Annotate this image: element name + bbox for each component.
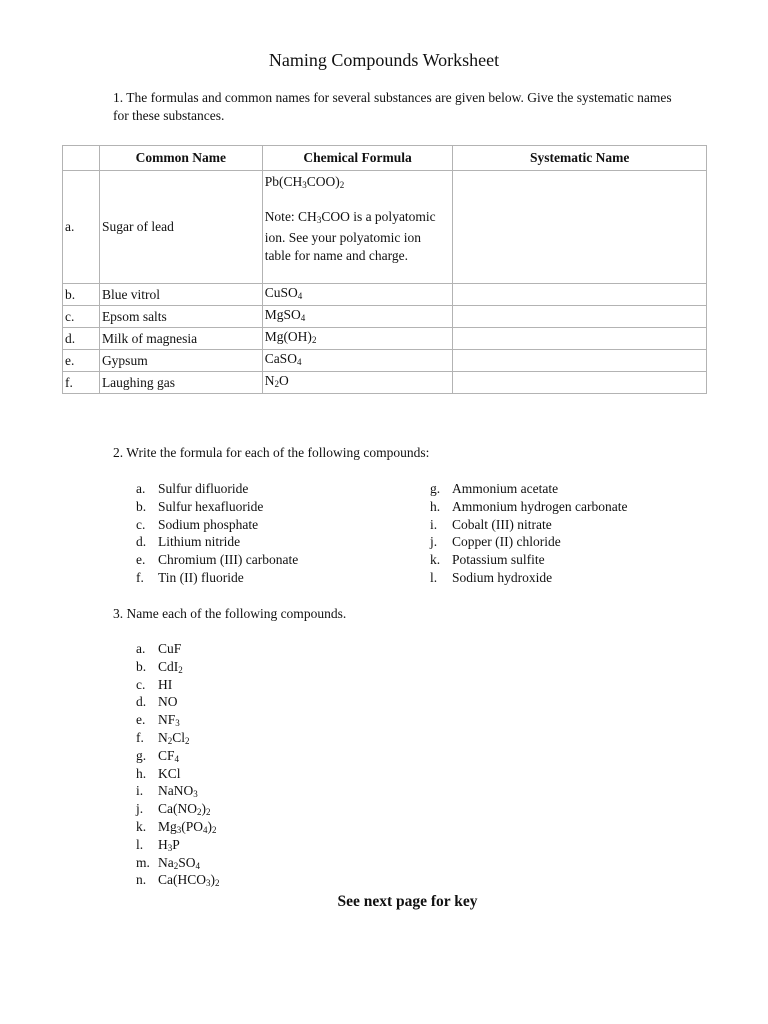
item-letter: e. xyxy=(136,712,146,728)
item-formula: $N_2Cl_2$ xyxy=(158,729,190,746)
table-row xyxy=(63,284,707,306)
list-item xyxy=(136,800,220,818)
item-compound-name: Chromium (III) carbonate xyxy=(158,552,299,568)
item-letter: g. xyxy=(430,481,441,496)
list-item xyxy=(136,658,220,676)
chemical-formula-cell: $Mg(OH)_2$ xyxy=(262,328,453,350)
header-common-name: Common Name xyxy=(99,146,262,171)
item-letter: j. xyxy=(430,534,438,550)
row-letter: b. xyxy=(63,284,100,306)
list-item xyxy=(430,480,627,498)
item-letter: l. xyxy=(136,836,144,852)
item-formula: $H_3P$ xyxy=(158,836,180,853)
item-compound-name: Tin (II) fluoride xyxy=(158,569,244,585)
list-item xyxy=(136,854,220,872)
common-name-cell: Milk of magnesia xyxy=(99,328,262,350)
list-item xyxy=(136,711,220,729)
page-title: Naming Compounds Worksheet xyxy=(268,50,500,70)
item-compound-name: Sodium phosphate xyxy=(158,516,259,532)
systematic-name-answer-cell[interactable] xyxy=(453,284,707,306)
see-next-page-note: See next page for key xyxy=(337,893,478,910)
item-letter: f. xyxy=(136,569,144,585)
item-formula: KCl xyxy=(158,765,181,781)
common-name-cell: Laughing gas xyxy=(99,372,262,394)
list-item xyxy=(136,818,220,836)
item-letter: b. xyxy=(136,658,147,674)
item-formula: $Ca(HCO_3)_2$ xyxy=(158,872,220,889)
table-row xyxy=(63,372,707,394)
systematic-name-answer-cell[interactable] xyxy=(453,306,707,328)
chemical-formula-cell: CaSO$_4$ xyxy=(262,350,453,372)
item-letter: d. xyxy=(136,534,147,550)
list-item xyxy=(430,516,627,534)
item-letter: d. xyxy=(136,694,147,710)
list-item xyxy=(430,498,627,516)
list-item xyxy=(430,569,627,587)
list-item xyxy=(430,551,627,569)
chemical-formula-cell: $N_2O$ xyxy=(262,372,453,394)
item-compound-name: Sulfur hexafluoride xyxy=(158,498,264,514)
item-compound-name: Ammonium hydrogen carbonate xyxy=(452,498,628,514)
item-compound-name: Copper (II) chloride xyxy=(452,534,561,550)
item-letter: e. xyxy=(136,552,146,568)
list-item xyxy=(136,729,220,747)
item-letter: a. xyxy=(136,481,146,496)
item-formula: NO xyxy=(158,694,178,710)
systematic-name-answer-cell[interactable] xyxy=(453,328,707,350)
item-letter: b. xyxy=(136,498,147,514)
list-item xyxy=(136,693,220,711)
item-compound-name: Cobalt (III) nitrate xyxy=(452,516,552,532)
systematic-name-answer-cell[interactable] xyxy=(453,350,707,372)
item-letter: l. xyxy=(430,569,438,585)
item-compound-name: Ammonium acetate xyxy=(452,481,559,496)
table-row xyxy=(63,306,707,328)
compounds-table xyxy=(62,145,707,394)
item-formula: HI xyxy=(158,676,173,692)
list-item xyxy=(136,676,220,694)
row-letter: c. xyxy=(63,306,100,328)
list-item xyxy=(136,782,220,800)
item-formula: $NF_3$ xyxy=(158,712,180,729)
table-row xyxy=(63,350,707,372)
item-formula: NaNO$_3$ xyxy=(158,783,198,800)
item-formula: $Mg_3(PO_4)_2$ xyxy=(158,818,217,835)
item-letter: g. xyxy=(136,747,147,763)
systematic-name-answer-cell[interactable] xyxy=(453,171,707,284)
question-2-list-left xyxy=(136,480,298,587)
item-letter: j. xyxy=(136,801,144,817)
table-row xyxy=(63,171,707,284)
question-2-text: 2. Write the formula for each of the following compounds: xyxy=(113,445,430,460)
formula-note: Note: $CH_3COO$ is a polyatomic ion. See your polyatomic ion table for name and charge. xyxy=(264,209,436,263)
question-2-list-right xyxy=(430,480,627,587)
item-letter: h. xyxy=(430,498,441,514)
item-letter: f. xyxy=(136,729,144,745)
list-item xyxy=(136,747,220,765)
common-name-cell: Gypsum xyxy=(99,350,262,372)
item-letter: c. xyxy=(136,676,146,692)
common-name-cell: Blue vitrol xyxy=(99,284,262,306)
item-letter: h. xyxy=(136,765,147,781)
row-letter: d. xyxy=(63,328,100,350)
chemical-formula-cell: CuSO$_4$ xyxy=(262,284,453,306)
item-letter: k. xyxy=(136,818,147,834)
item-letter: k. xyxy=(430,552,441,568)
row-letter: a. xyxy=(63,171,100,284)
item-compound-name: Potassium sulfite xyxy=(452,552,545,568)
item-compound-name: Sulfur difluoride xyxy=(158,481,249,496)
item-letter: c. xyxy=(136,516,146,532)
header-letter xyxy=(63,146,100,171)
item-letter: m. xyxy=(136,854,150,870)
common-name-cell: Sugar of lead xyxy=(99,171,262,284)
list-item xyxy=(136,533,298,551)
formula-text: $Pb(CH_3COO)_2$ xyxy=(264,174,345,190)
list-item xyxy=(136,765,220,783)
list-item xyxy=(136,569,298,587)
common-name-cell: Epsom salts xyxy=(99,306,262,328)
item-formula: $CF_4$ xyxy=(158,747,180,764)
row-letter: e. xyxy=(63,350,100,372)
systematic-name-answer-cell[interactable] xyxy=(453,372,707,394)
header-chemical-formula: Chemical Formula xyxy=(262,146,453,171)
list-item xyxy=(430,533,627,551)
item-formula: $Na_2SO_4$ xyxy=(158,854,201,871)
item-formula: CdI$_2$ xyxy=(158,658,183,675)
question-3-text: 3. Name each of the following compounds. xyxy=(113,606,347,621)
list-item xyxy=(136,516,298,534)
item-letter: n. xyxy=(136,872,147,888)
item-letter: i. xyxy=(136,783,144,799)
item-letter: i. xyxy=(430,516,438,532)
question-1-text: 1. The formulas and common names for several substances are given below. Give the systematic names for these substances. xyxy=(113,90,672,123)
item-compound-name: Lithium nitride xyxy=(158,534,241,550)
row-letter: f. xyxy=(63,372,100,394)
table-row xyxy=(63,328,707,350)
header-systematic-name: Systematic Name xyxy=(453,146,707,171)
item-letter: a. xyxy=(136,641,146,656)
list-item xyxy=(136,640,220,658)
list-item xyxy=(136,551,298,569)
chemical-formula-cell: MgSO$_4$ xyxy=(262,306,453,328)
table-header-row xyxy=(63,146,707,171)
item-formula: $Ca(NO_2)_2$ xyxy=(158,801,211,818)
question-3-list xyxy=(136,640,220,889)
item-formula: CuF xyxy=(158,641,182,656)
list-item xyxy=(136,871,220,889)
list-item xyxy=(136,836,220,854)
chemical-formula-cell xyxy=(262,171,453,284)
list-item xyxy=(136,480,298,498)
item-compound-name: Sodium hydroxide xyxy=(452,569,553,585)
list-item xyxy=(136,498,298,516)
